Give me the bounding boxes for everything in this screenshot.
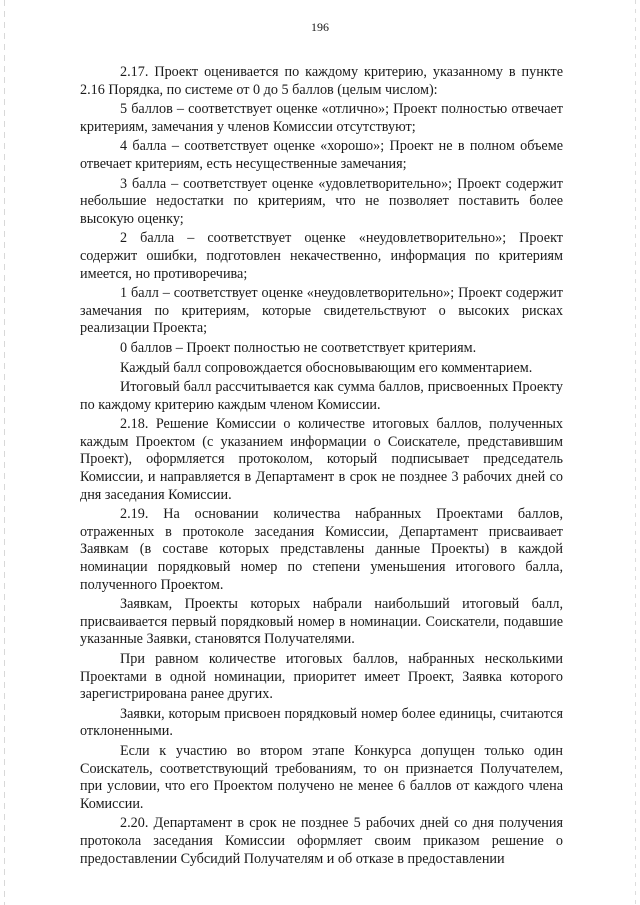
paragraph-score-5: 5 баллов – соответствует оценке «отлично»; Проект полностью отвечает критериям, замечания у членов Комиссии отсутствуют; <box>80 101 563 135</box>
paragraph-score-0: 0 баллов – Проект полностью не соответствует критериям. <box>120 339 477 356</box>
paragraph-2-18: 2.18. Решение Комиссии о количестве итоговых баллов, полученных каждым Проектом (с указанием информации о Соискателе, представившим Проект), оформляется протоколом, который подписывает председатель Комиссии, и направляется в Департамент в срок не позднее 3 рабочих дней со дня заседания Комиссии. <box>80 416 563 503</box>
scan-edge-right <box>635 0 636 905</box>
paragraph-2-20: 2.20. Департамент в срок не позднее 5 рабочих дней со дня получения протокола заседания Комиссии оформляет своим приказом решение о предоставлении Субсидий Получателям и об отказе в предоставлении <box>80 815 563 867</box>
paragraph-2-19: 2.19. На основании количества набранных Проектами баллов, отраженных в протоколе заседания Комиссии, Департамент присваивает Заявкам (в составе которых представлены данные Проекты) в каждой номинации порядковый номер по степени уменьшения итогового балла, полученного Проектом. <box>80 506 563 593</box>
paragraph-comment: Каждый балл сопровождается обосновывающим его комментарием. <box>120 359 533 376</box>
paragraph-score-2: 2 балла – соответствует оценке «неудовлетворительно»; Проект содержит ошибки, подготовлен некачественно, информация по критериям имеется, но противоречива; <box>80 230 563 282</box>
document-body <box>80 64 563 870</box>
scan-edge-left <box>4 0 5 905</box>
paragraph-2-17: 2.17. Проект оценивается по каждому критерию, указанному в пункте 2.16 Порядка, по системе от 0 до 5 баллов (целым числом): <box>80 64 563 98</box>
page-number: 196 <box>311 20 329 34</box>
paragraph-score-1: 1 балл – соответствует оценке «неудовлетворительно»; Проект содержит замечания по критериям, которые свидетельствуют о высоких рисках реализации Проекта; <box>80 285 563 337</box>
paragraph-tie-break: При равном количестве итоговых баллов, набранных несколькими Проектами в одной номинации, приоритет имеет Проект, Заявка которого зарегистрирована ранее других. <box>80 651 563 703</box>
paragraph-single-applicant: Если к участию во втором этапе Конкурса допущен только один Соискатель, соответствующий требованиям, то он признается Получателем, при условии, что его Проектом получено не менее 6 баллов от каждого члена Комиссии. <box>80 742 563 812</box>
paragraph-rejected: Заявки, которым присвоен порядковый номер более единицы, считаются отклоненными. <box>80 705 563 740</box>
paragraph-score-3: 3 балла – соответствует оценке «удовлетворительно»; Проект содержит небольшие недостатки по критериям, что не позволяет поставить более высокую оценку; <box>80 175 563 227</box>
paragraph-score-4: 4 балла – соответствует оценке «хорошо»; Проект не в полном объеме отвечает критериям, есть несущественные замечания; <box>80 138 563 172</box>
paragraph-first-rank: Заявкам, Проекты которых набрали наибольший итоговый балл, присваивается первый порядковый номер в номинации. Соискатели, подавшие указанные Заявки, становятся Получателями. <box>80 596 563 648</box>
paragraph-total-score: Итоговый балл рассчитывается как сумма баллов, присвоенных Проекту по каждому критерию каждым членом Комиссии. <box>80 379 563 413</box>
